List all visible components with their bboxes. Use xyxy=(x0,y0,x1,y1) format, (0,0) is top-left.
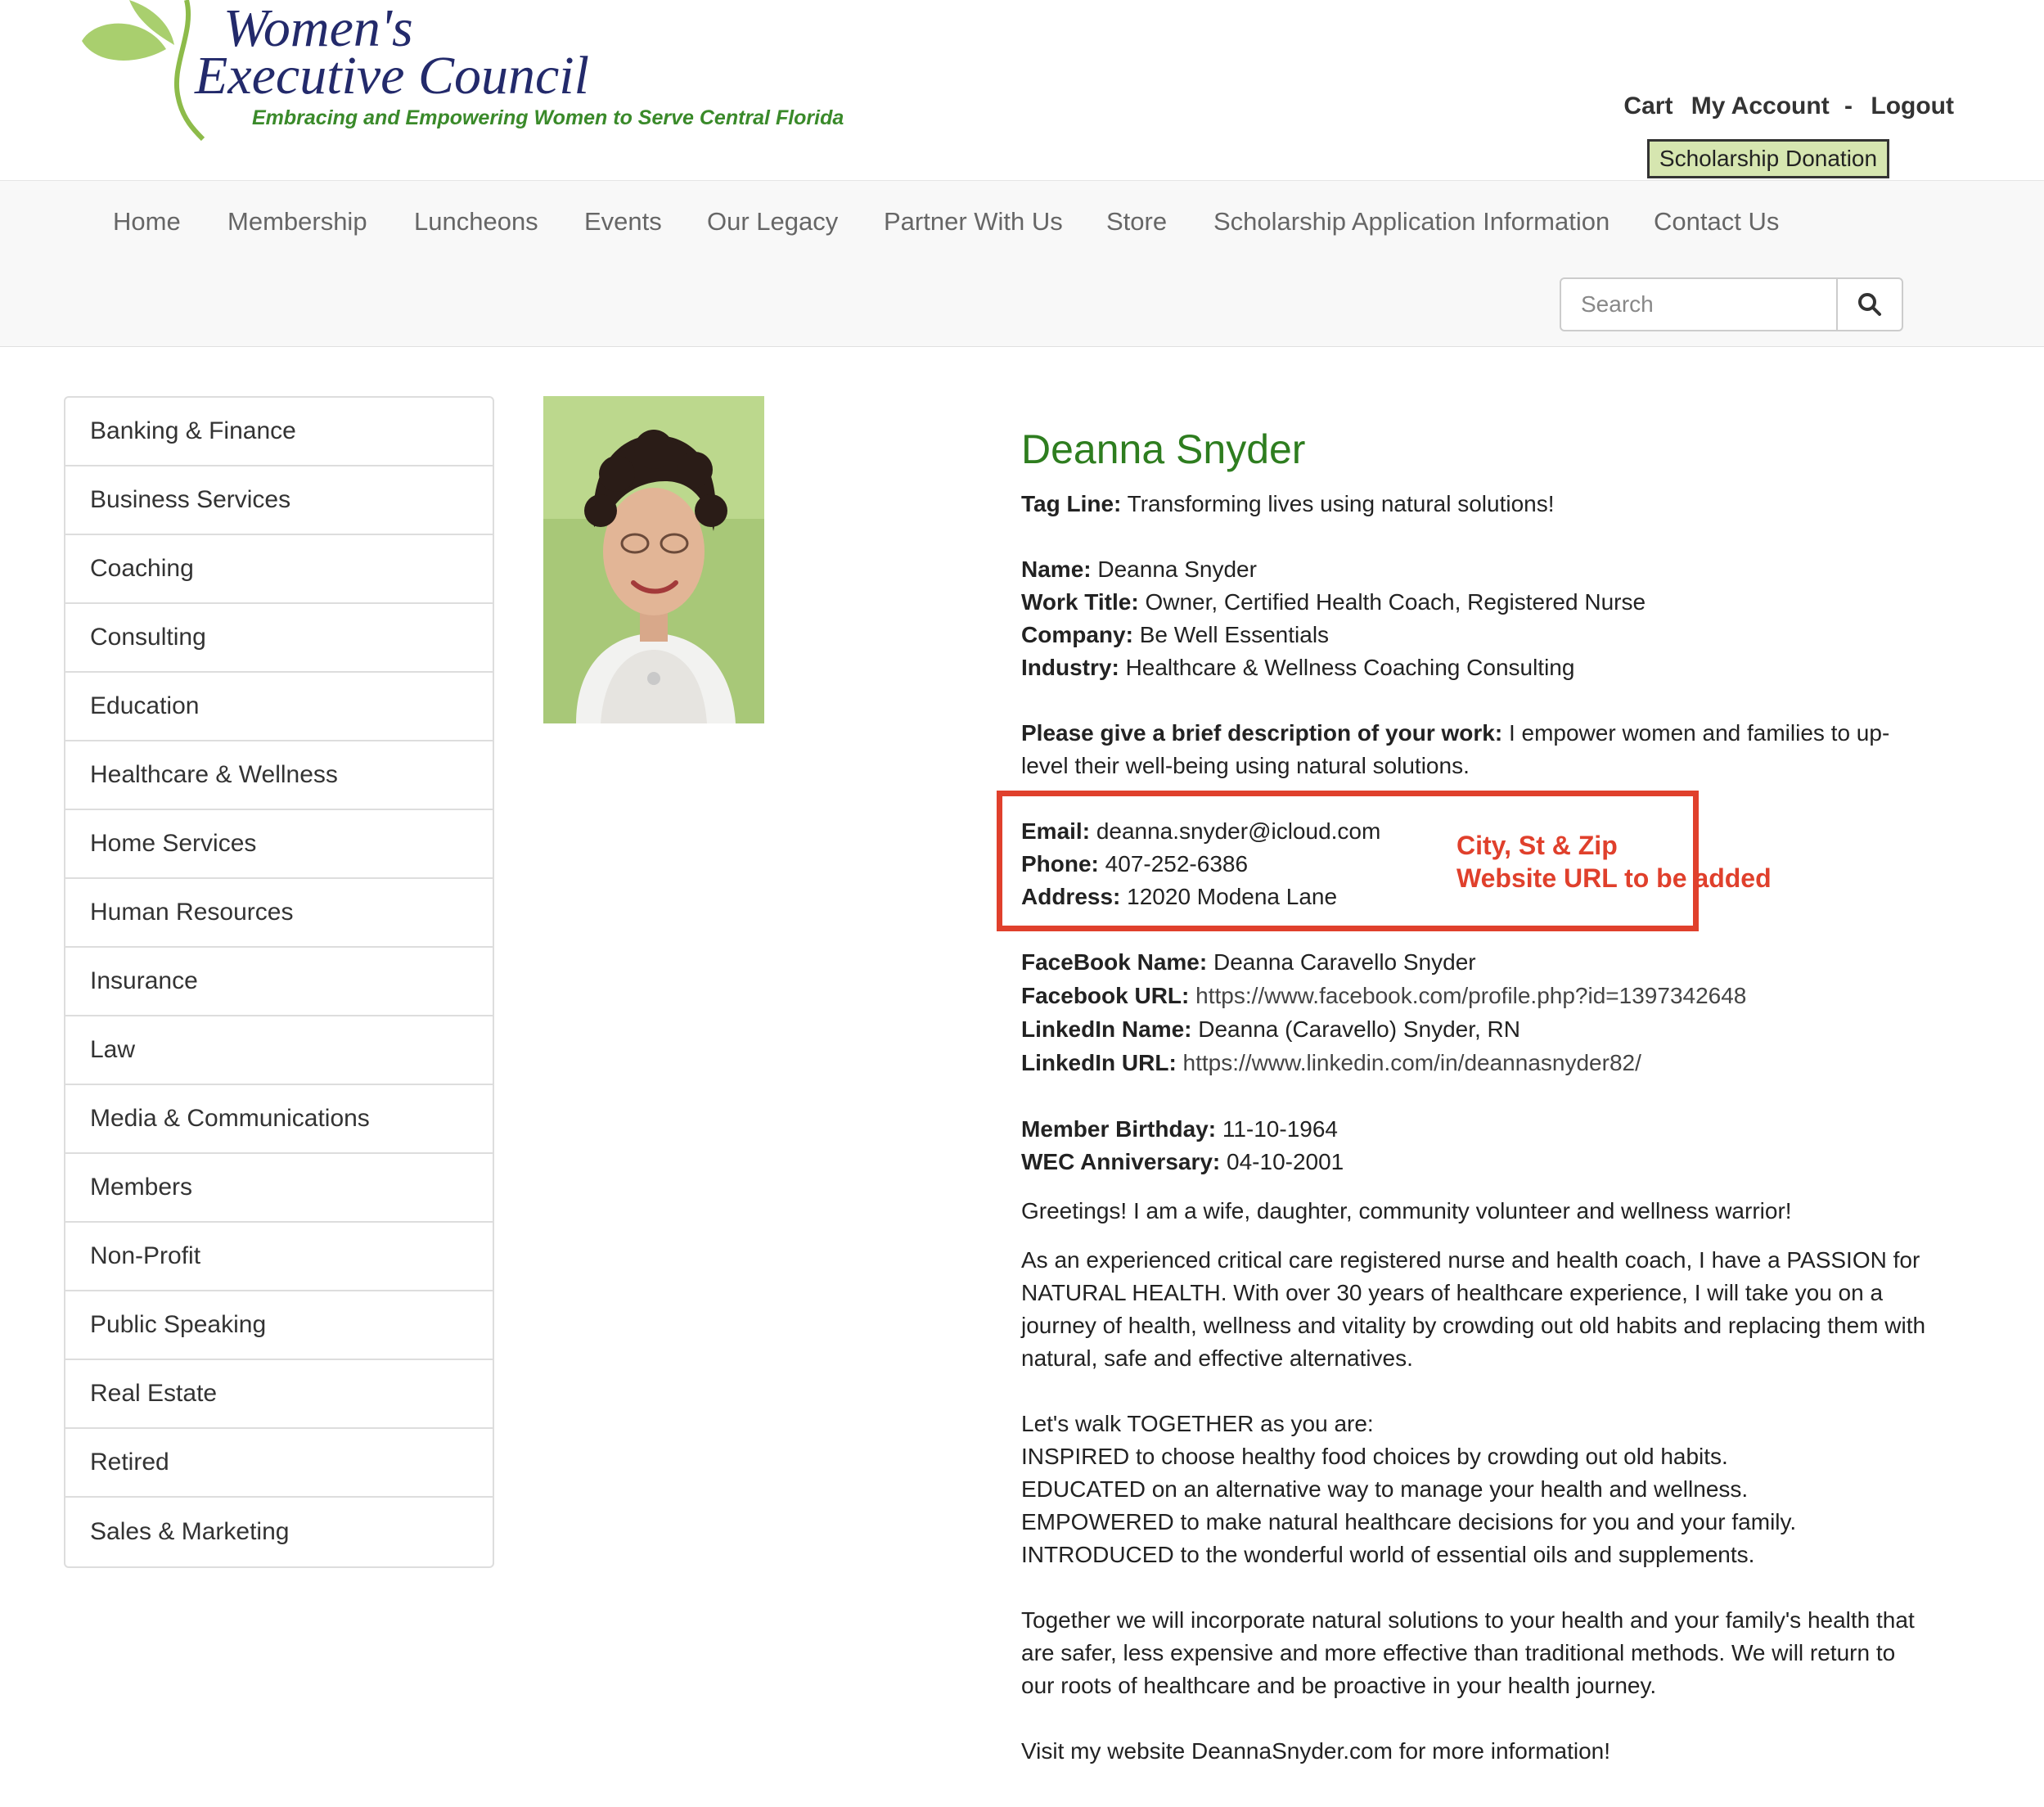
facebook-url-link[interactable]: https://www.facebook.com/profile.php?id=1397342648 xyxy=(1195,983,1747,1008)
facebook-name-row xyxy=(1021,946,1476,979)
linkedin-name-label: LinkedIn Name: xyxy=(1021,1016,1192,1042)
work-title-label: Work Title: xyxy=(1021,589,1139,615)
nav-membership[interactable]: Membership xyxy=(227,207,367,236)
main-nav xyxy=(0,180,2044,347)
sidebar-item-law[interactable]: Law xyxy=(65,1016,493,1085)
anniversary-label: WEC Anniversary: xyxy=(1021,1149,1221,1174)
birthday-value: 11-10-1964 xyxy=(1222,1116,1338,1142)
sidebar-item-non-profit[interactable]: Non-Profit xyxy=(65,1223,493,1291)
nav-contact-us[interactable]: Contact Us xyxy=(1654,207,1780,236)
sidebar-item-sales-marketing[interactable]: Sales & Marketing xyxy=(90,1518,290,1545)
facebook-url-row xyxy=(1021,980,1746,1012)
birthday-label: Member Birthday: xyxy=(1021,1116,1217,1142)
bio-paragraph-1: As an experienced critical care registered nurse and health coach, I have a PASSION for NATURAL HEALTH. With over 30 years of healthcare experience, I will take you on a journey of health, wellness and vitality by crowding out old habits and replacing them with natural, safe and effective alternatives. xyxy=(1021,1247,1926,1371)
sidebar-item-business-services[interactable]: Business Services xyxy=(65,466,493,535)
sidebar-item-public-speaking[interactable]: Public Speaking xyxy=(65,1291,493,1360)
account-separator: - xyxy=(1844,92,1853,119)
company-value: Be Well Essentials xyxy=(1139,622,1330,647)
sidebar-item-insurance[interactable]: Insurance xyxy=(65,948,493,1016)
bio-walk-together: Let's walk TOGETHER as you are: xyxy=(1021,1411,1374,1436)
bio-list-item: INSPIRED to choose healthy food choices by crowding out old habits. xyxy=(1021,1444,1728,1469)
bio-visit-website: Visit my website DeannaSnyder.com for more information! xyxy=(1021,1738,1611,1764)
description-row xyxy=(1021,717,1931,782)
site-logo[interactable] xyxy=(72,0,858,143)
linkedin-url-label: LinkedIn URL: xyxy=(1021,1050,1177,1075)
email-label: Email: xyxy=(1021,818,1091,844)
bio-list-item: INTRODUCED to the wonderful world of essential oils and supplements. xyxy=(1021,1542,1755,1567)
sidebar-item-members[interactable]: Members xyxy=(65,1154,493,1223)
phone-value: 407-252-6386 xyxy=(1105,851,1249,876)
facebook-name-value: Deanna Caravello Snyder xyxy=(1213,949,1476,975)
address-value: 12020 Modena Lane xyxy=(1127,884,1338,909)
cart-link[interactable]: Cart xyxy=(1623,92,1673,119)
logo-title-line1: Women's xyxy=(223,0,413,58)
industry-value: Healthcare & Wellness Coaching Consulting xyxy=(1125,655,1575,680)
sidebar-item-coaching[interactable]: Coaching xyxy=(65,535,493,604)
company-row xyxy=(1021,619,1329,651)
industry-label: Industry: xyxy=(1021,655,1119,680)
category-sidebar xyxy=(64,396,494,1568)
sidebar-item-media-communications[interactable]: Media & Communications xyxy=(65,1085,493,1154)
bio-paragraph-2: Together we will incorporate natural solutions to your health and your family's health that are safer, less expensive and more effective than traditional methods. We will return to our roots of healthcare and be proactive in your health journey. xyxy=(1021,1607,1915,1698)
bio-list-item: EMPOWERED to make natural healthcare decisions for you and your family. xyxy=(1021,1509,1797,1534)
nav-home[interactable]: Home xyxy=(113,207,181,236)
nav-partner-with-us[interactable]: Partner With Us xyxy=(884,207,1063,236)
facebook-name-label: FaceBook Name: xyxy=(1021,949,1208,975)
facebook-url-label: Facebook URL: xyxy=(1021,983,1190,1008)
sidebar-item-consulting[interactable]: Consulting xyxy=(65,604,493,673)
company-label: Company: xyxy=(1021,622,1133,647)
description-label: Please give a brief description of your work: xyxy=(1021,720,1503,746)
sidebar-item-healthcare-wellness[interactable]: Healthcare & Wellness xyxy=(65,741,493,810)
nav-store[interactable]: Store xyxy=(1106,207,1168,236)
member-photo xyxy=(543,396,764,723)
linkedin-url-row xyxy=(1021,1047,1641,1079)
anniversary-row xyxy=(1021,1146,1344,1178)
description-value: I empower women and families to up-level their well-being using natural solutions. xyxy=(1021,720,1890,778)
logo-tagline: Embracing and Empowering Women to Serve Central Florida xyxy=(252,106,844,129)
logout-link[interactable]: Logout xyxy=(1871,92,1954,119)
sidebar-item-home-services[interactable]: Home Services xyxy=(65,810,493,879)
phone-label: Phone: xyxy=(1021,851,1099,876)
tag-line-row xyxy=(1021,488,1555,520)
email-value[interactable]: deanna.snyder@icloud.com xyxy=(1096,818,1381,844)
search-button[interactable] xyxy=(1836,279,1902,330)
bio-list-item: EDUCATED on an alternative way to manage your health and wellness. xyxy=(1021,1476,1749,1502)
sidebar-item-education[interactable]: Education xyxy=(65,673,493,741)
my-account-link[interactable]: My Account xyxy=(1691,92,1830,119)
sidebar-item-banking-finance[interactable]: Banking & Finance xyxy=(65,398,493,466)
annotation-note-line1: City, St & Zip xyxy=(1456,831,1618,860)
nav-luncheons[interactable]: Luncheons xyxy=(414,207,538,236)
account-links xyxy=(1612,92,1954,120)
search-input[interactable] xyxy=(1561,279,1839,330)
logo-title-line2: Executive Council xyxy=(195,46,589,106)
work-title-row xyxy=(1021,586,1646,619)
birthday-row xyxy=(1021,1113,1338,1146)
annotation-note-line2: Website URL to be added xyxy=(1456,863,1772,893)
sidebar-item-real-estate[interactable]: Real Estate xyxy=(65,1360,493,1429)
search-form xyxy=(1560,277,1903,331)
scholarship-donation-button[interactable]: Scholarship Donation xyxy=(1647,139,1889,178)
member-portrait-image xyxy=(543,396,764,723)
work-title-value: Owner, Certified Health Coach, Registered Nurse xyxy=(1145,589,1646,615)
linkedin-url-link[interactable]: https://www.linkedin.com/in/deannasnyder82/ xyxy=(1182,1050,1641,1075)
nav-scholarship-application[interactable]: Scholarship Application Information xyxy=(1213,207,1610,236)
member-name-heading: Deanna Snyder xyxy=(1021,426,1306,472)
search-icon xyxy=(1857,292,1882,317)
linkedin-name-value: Deanna (Caravello) Snyder, RN xyxy=(1198,1016,1521,1042)
nav-events[interactable]: Events xyxy=(584,207,662,236)
tag-line-label: Tag Line: xyxy=(1021,491,1122,516)
sidebar-item-human-resources[interactable]: Human Resources xyxy=(65,879,493,948)
address-label: Address: xyxy=(1021,884,1121,909)
sidebar-item-retired[interactable]: Retired xyxy=(65,1429,493,1498)
linkedin-name-row xyxy=(1021,1013,1520,1046)
industry-row xyxy=(1021,651,1574,684)
name-row xyxy=(1021,553,1257,586)
anniversary-value: 04-10-2001 xyxy=(1227,1149,1344,1174)
tag-line-value: Transforming lives using natural solutions! xyxy=(1127,491,1555,516)
bio-greeting: Greetings! I am a wife, daughter, community volunteer and wellness warrior! xyxy=(1021,1198,1792,1223)
name-value: Deanna Snyder xyxy=(1097,557,1257,582)
name-label: Name: xyxy=(1021,557,1092,582)
nav-our-legacy[interactable]: Our Legacy xyxy=(707,207,839,236)
